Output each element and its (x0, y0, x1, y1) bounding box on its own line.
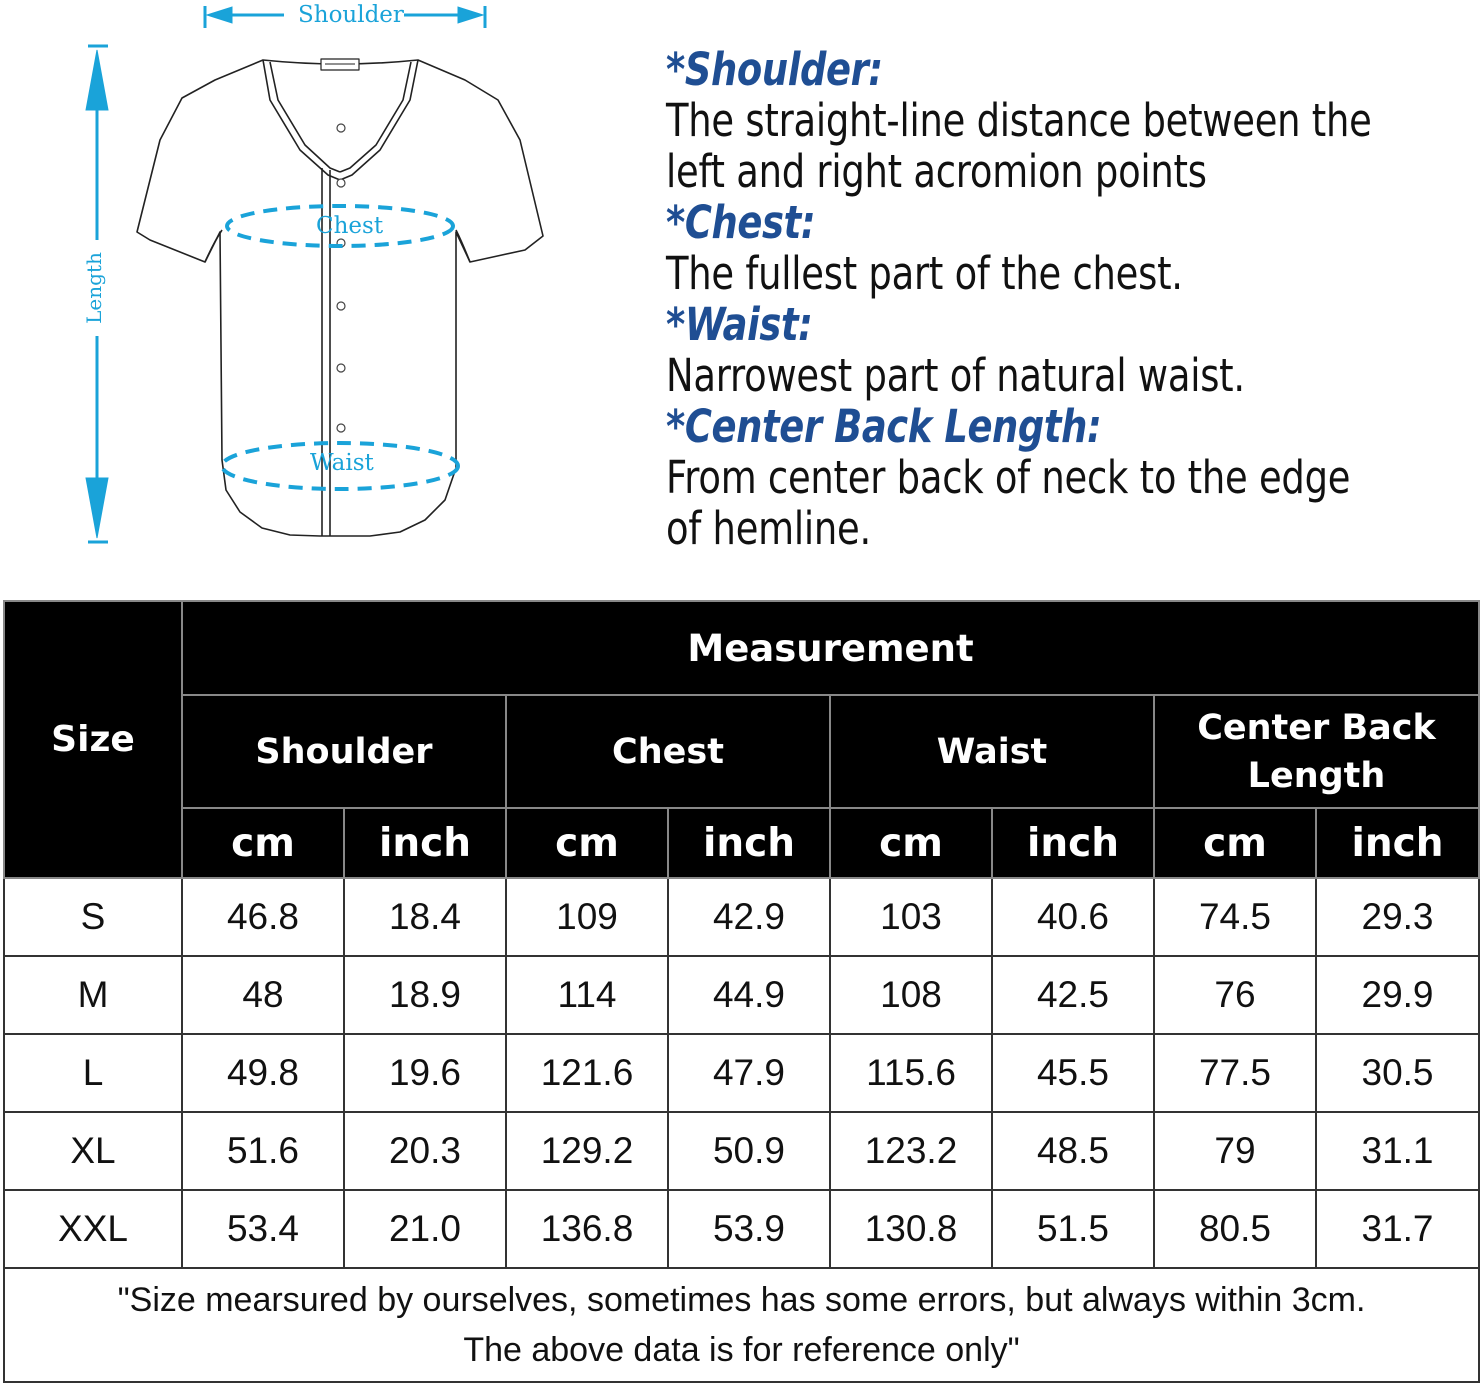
measurement-definitions (666, 44, 1466, 554)
unit-header-inch: inch (668, 808, 830, 878)
value-cell: 48 (182, 956, 344, 1034)
value-cell: 47.9 (668, 1034, 830, 1112)
unit-header-cm: cm (182, 808, 344, 878)
definition-text-line: From center back of neck to the edge (666, 451, 1351, 504)
note-line: The above data is for reference only" (463, 1331, 1020, 1369)
size-cell: M (4, 956, 182, 1034)
unit-header-inch: inch (992, 808, 1154, 878)
definition-text-line: of hemline. (666, 502, 871, 555)
value-cell: 31.1 (1316, 1112, 1479, 1190)
center-back-length-label-line1: Center Back (1197, 707, 1436, 748)
value-cell: 18.4 (344, 878, 506, 956)
value-cell: 77.5 (1154, 1034, 1316, 1112)
value-cell: 20.3 (344, 1112, 506, 1190)
definition-text-line: Narrowest part of natural waist. (666, 349, 1245, 402)
value-cell: 51.6 (182, 1112, 344, 1190)
definition-text-line: The straight-line distance between the (666, 94, 1372, 147)
value-cell: 42.9 (668, 878, 830, 956)
unit-header-inch: inch (344, 808, 506, 878)
value-cell: 121.6 (506, 1034, 668, 1112)
definition-term-waist: *Waist: (666, 298, 813, 351)
measurement-header: Measurement (182, 601, 1479, 695)
table-row (4, 1034, 1479, 1112)
value-cell: 19.6 (344, 1034, 506, 1112)
value-cell: 18.9 (344, 956, 506, 1034)
value-cell: 103 (830, 878, 992, 956)
value-cell: 114 (506, 956, 668, 1034)
definition-term-shoulder: *Shoulder: (666, 43, 883, 96)
unit-header-cm: cm (830, 808, 992, 878)
shoulder-group-header (182, 695, 506, 808)
value-cell: 29.9 (1316, 956, 1479, 1034)
value-cell: 46.8 (182, 878, 344, 956)
value-cell: 45.5 (992, 1034, 1154, 1112)
value-cell: 48.5 (992, 1112, 1154, 1190)
shoulder-group-label: Shoulder (255, 731, 433, 772)
value-cell: 108 (830, 956, 992, 1034)
size-disclaimer-note (4, 1268, 1479, 1382)
definition-term-center-back-length: *Center Back Length: (666, 400, 1102, 453)
value-cell: 129.2 (506, 1112, 668, 1190)
value-cell: 136.8 (506, 1190, 668, 1268)
size-column-header: Size (4, 601, 182, 878)
value-cell: 53.9 (668, 1190, 830, 1268)
value-cell: 51.5 (992, 1190, 1154, 1268)
waist-diagram-label: Waist (310, 450, 374, 476)
value-cell: 30.5 (1316, 1034, 1479, 1112)
value-cell: 29.3 (1316, 878, 1479, 956)
table-row (4, 1190, 1479, 1268)
size-cell: L (4, 1034, 182, 1112)
value-cell: 109 (506, 878, 668, 956)
definition-text-line: The fullest part of the chest. (666, 247, 1183, 300)
value-cell: 42.5 (992, 956, 1154, 1034)
garment-measurement-diagram (0, 0, 640, 590)
waist-group-header (830, 695, 1154, 808)
value-cell: 80.5 (1154, 1190, 1316, 1268)
table-row (4, 1112, 1479, 1190)
value-cell: 53.4 (182, 1190, 344, 1268)
value-cell: 44.9 (668, 956, 830, 1034)
value-cell: 31.7 (1316, 1190, 1479, 1268)
value-cell: 74.5 (1154, 878, 1316, 956)
value-cell: 49.8 (182, 1034, 344, 1112)
chest-group-label: Chest (612, 731, 724, 772)
value-cell: 76 (1154, 956, 1316, 1034)
unit-header-inch: inch (1316, 808, 1479, 878)
value-cell: 40.6 (992, 878, 1154, 956)
value-cell: 50.9 (668, 1112, 830, 1190)
center-back-length-label-line2: Length (1247, 755, 1386, 796)
value-cell: 21.0 (344, 1190, 506, 1268)
unit-header-cm: cm (506, 808, 668, 878)
table-row (4, 878, 1479, 956)
size-cell: XXL (4, 1190, 182, 1268)
length-diagram-label: Length (82, 252, 106, 324)
chest-group-header (506, 695, 830, 808)
size-cell: XL (4, 1112, 182, 1190)
size-cell: S (4, 878, 182, 956)
value-cell: 115.6 (830, 1034, 992, 1112)
value-cell: 130.8 (830, 1190, 992, 1268)
note-line: "Size mearsured by ourselves, sometimes has some errors, but always within 3cm. (117, 1281, 1366, 1319)
value-cell: 123.2 (830, 1112, 992, 1190)
chest-diagram-label: Chest (316, 213, 384, 239)
unit-header-cm: cm (1154, 808, 1316, 878)
value-cell: 79 (1154, 1112, 1316, 1190)
size-chart-table (3, 600, 1480, 1383)
waist-group-label: Waist (936, 731, 1048, 772)
shoulder-diagram-label: Shoulder (298, 2, 404, 28)
table-row (4, 956, 1479, 1034)
definition-term-chest: *Chest: (666, 196, 816, 249)
center-back-length-group-header (1154, 695, 1479, 808)
definition-text-line: left and right acromion points (666, 145, 1207, 198)
